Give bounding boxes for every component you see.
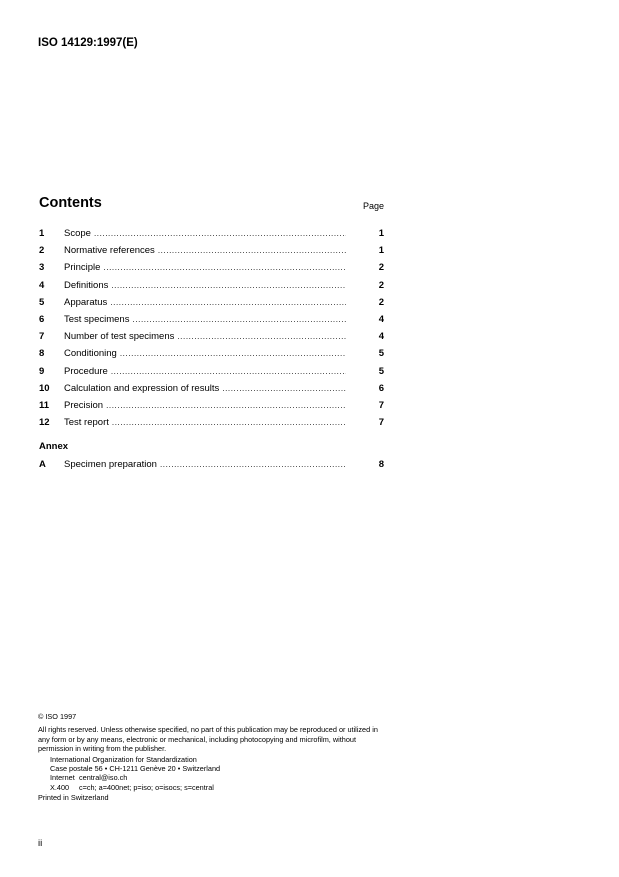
toc-entry-number: 11 [39,399,50,411]
dot-leader [222,382,346,399]
dot-leader [111,365,346,382]
toc-entry-page: 5 [378,365,384,377]
internet-label: Internet [50,773,75,783]
table-of-contents [39,227,384,433]
toc-entry[interactable] [39,279,384,296]
dot-leader [112,416,346,433]
toc-entry-number: 12 [39,417,50,429]
toc-entry[interactable] [39,365,384,382]
toc-entry-number: 6 [39,313,45,325]
dot-leader [94,227,346,244]
dot-leader [111,279,346,296]
copyright-notice: © ISO 1997 [38,712,77,721]
toc-entry-number: 9 [39,365,45,377]
toc-entry-title: Conditioning [64,348,117,360]
toc-entry-page: 2 [378,296,384,308]
toc-entry-page: 2 [378,279,384,291]
toc-entry-title: Normative references [64,245,155,257]
toc-entry-title: Calculation and expression of results [64,382,220,394]
dot-leader [110,296,346,313]
dot-leader [103,261,346,278]
toc-entry-title: Definitions [64,279,109,291]
dot-leader [120,347,346,364]
internet-address[interactable]: central@iso.ch [79,773,128,783]
annex-entry-page: 8 [378,459,384,470]
document-header: ISO 14129:1997(E) [38,37,138,49]
toc-entry[interactable] [39,313,384,330]
toc-entry[interactable] [39,399,384,416]
toc-entry-page: 4 [378,331,384,343]
publication-footer [38,712,388,803]
annex-list [39,458,384,475]
toc-entry-title: Scope [64,228,91,239]
toc-entry-page: 6 [378,382,384,394]
page-column-label: Page [362,201,384,211]
toc-entry-number: 1 [39,228,45,239]
dot-leader [132,313,346,330]
dot-leader [177,330,346,347]
toc-entry[interactable] [39,296,384,313]
annex-entry[interactable] [39,458,384,475]
publisher-address [38,755,388,793]
toc-entry-title: Principle [64,262,101,274]
toc-entry-number: 5 [39,296,45,308]
toc-entry-page: 2 [378,262,384,274]
annex-heading: Annex [39,441,69,452]
toc-entry[interactable] [39,416,384,433]
printed-location: Printed in Switzerland [38,793,109,803]
toc-entry[interactable] [39,347,384,364]
toc-entry-page: 7 [378,417,384,429]
toc-entry-number: 3 [39,262,45,274]
toc-entry-number: 4 [39,279,45,291]
x400-address: c=ch; a=400net; p=iso; o=isocs; s=central [79,782,214,792]
toc-entry-title: Test report [64,417,109,429]
toc-entry-number: 2 [39,245,45,257]
dot-leader [106,399,346,416]
page-number: ii [38,838,43,849]
toc-entry-number: 7 [39,331,45,343]
toc-entry-number: 8 [39,348,45,360]
toc-entry-title: Precision [64,399,104,411]
toc-entry-page: 1 [378,228,384,239]
toc-entry-title: Apparatus [64,296,108,308]
publisher-name: International Organization for Standardization [50,754,197,764]
annex-entry-letter: A [39,459,46,470]
postal-address: Case postale 56 • CH-1211 Genève 20 • Switzerland [50,764,221,774]
toc-entry[interactable] [39,330,384,347]
toc-entry[interactable] [39,382,384,399]
x400-contact [50,783,388,792]
toc-entry-page: 1 [378,245,384,257]
toc-entry-page: 5 [378,348,384,360]
annex-entry-title: Specimen preparation [64,459,157,470]
contents-heading [39,195,384,215]
toc-entry[interactable] [39,227,384,244]
toc-entry-page: 7 [378,399,384,411]
contents-title: Contents [39,195,102,211]
dot-leader [158,244,346,261]
x400-label: X.400 [50,782,70,792]
toc-entry-number: 10 [39,382,50,394]
toc-entry-title: Test specimens [64,313,130,325]
dot-leader [160,458,346,475]
toc-entry-page: 4 [378,313,384,325]
rights-statement: All rights reserved. Unless otherwise specified, no part of this publication may be reproduced or utilized in any form or by any means, electronic or mechanical, including photocopying and microfilm, without permission in writing from the publisher. [38,725,378,754]
toc-entry-title: Procedure [64,365,108,377]
toc-entry[interactable] [39,261,384,278]
toc-entry-title: Number of test specimens [64,331,175,343]
toc-entry[interactable] [39,244,384,261]
internet-contact [50,773,388,782]
